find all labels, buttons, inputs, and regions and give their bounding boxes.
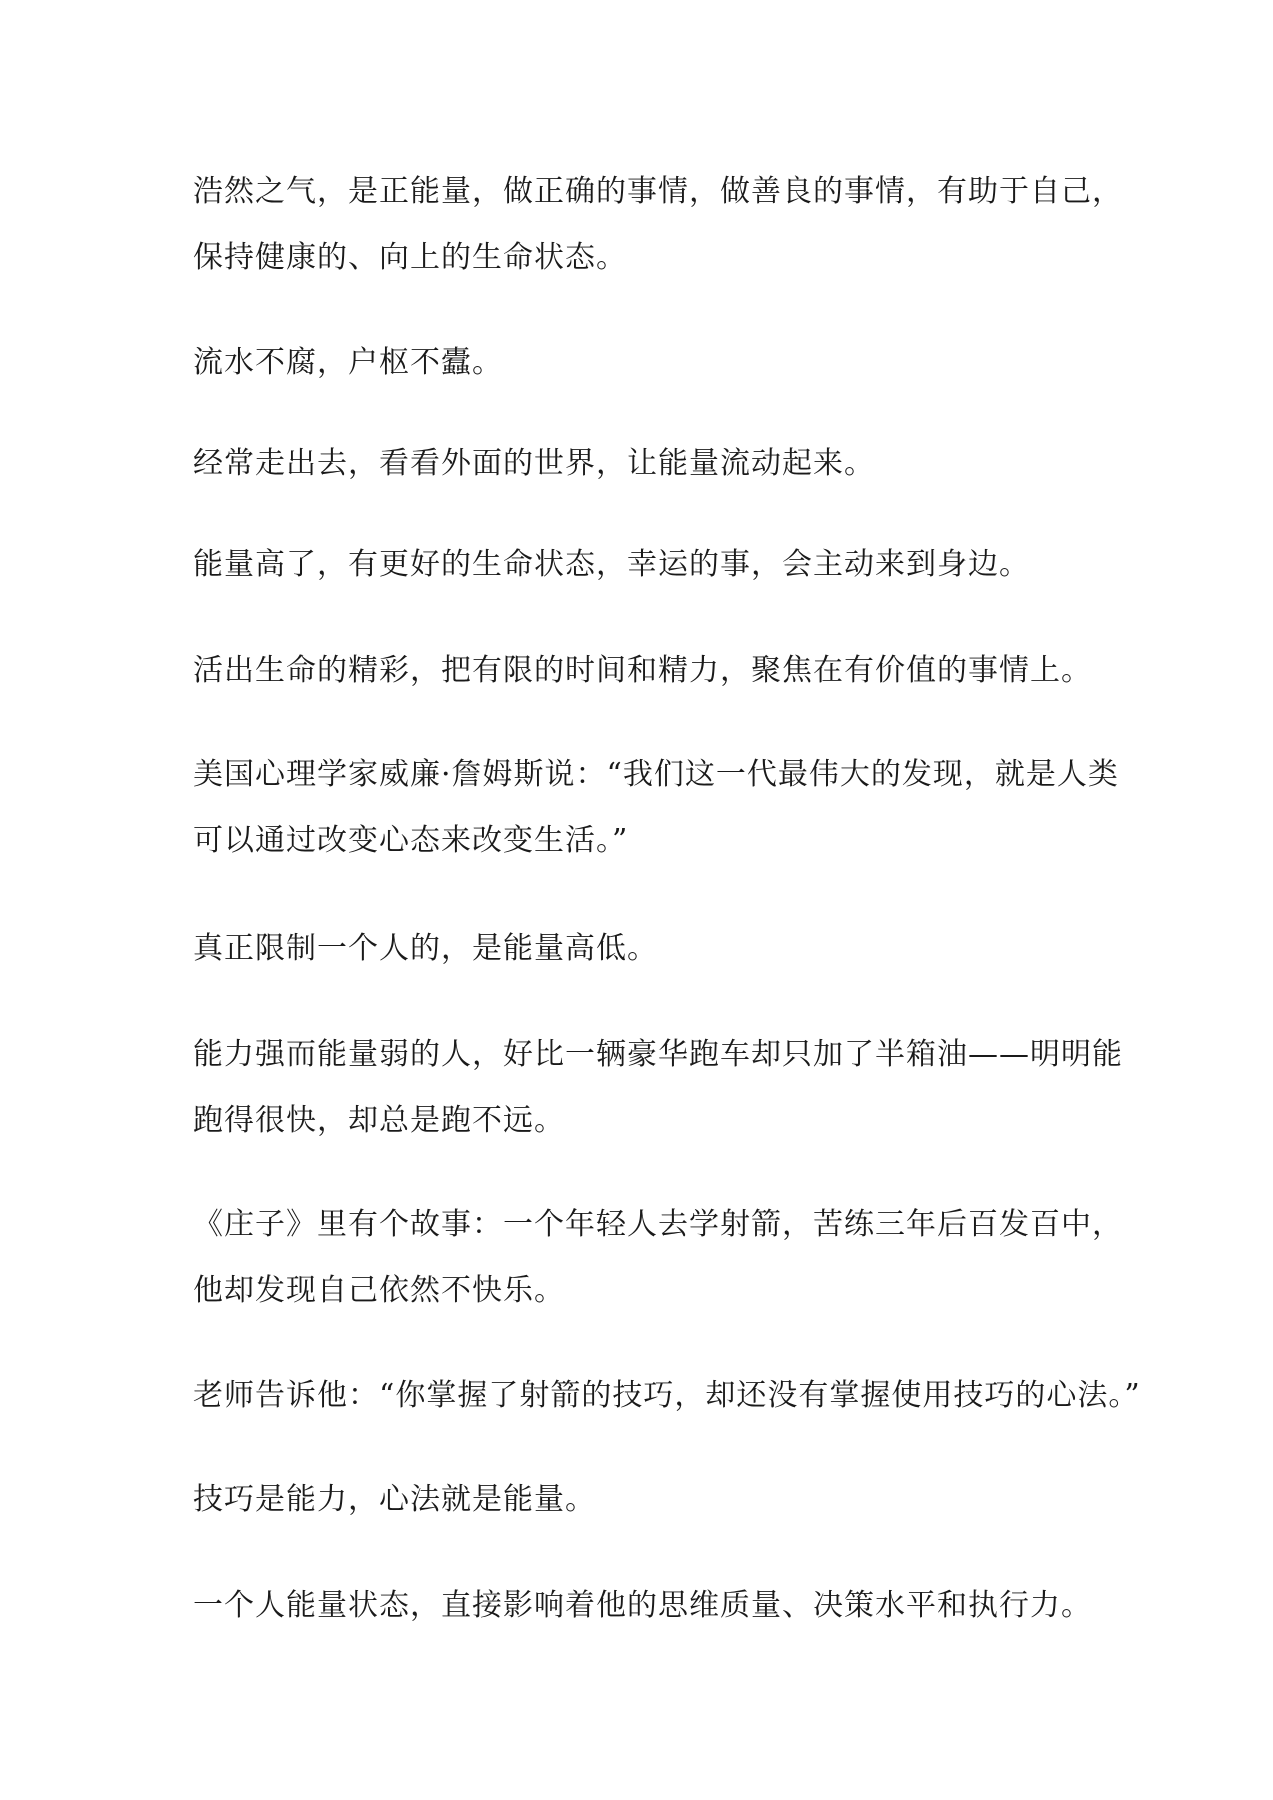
paragraph — [193, 742, 1119, 874]
paragraph-line: 老师告诉他：“你掌握了射箭的技巧，却还没有掌握使用技巧的心法。” — [193, 1378, 1141, 1413]
paragraph-line: 保持健康的、向上的生命状态。 — [193, 240, 627, 275]
paragraph-line: 流水不腐，户枢不蠹。 — [193, 345, 503, 380]
paragraph-line: 浩然之气，是正能量，做正确的事情，做善良的事情，有助于自己， — [193, 174, 1123, 209]
paragraph-line: 活出生命的精彩，把有限的时间和精力，聚焦在有价值的事情上。 — [193, 653, 1092, 688]
paragraph — [193, 330, 1093, 396]
paragraph-line: 技巧是能力，心法就是能量。 — [193, 1482, 596, 1517]
paragraph-line: 可以通过改变心态来改变生活。” — [193, 823, 629, 858]
paragraph — [193, 638, 1093, 704]
paragraph — [193, 1192, 1123, 1324]
paragraph-line: 他却发现自己依然不快乐。 — [193, 1273, 565, 1308]
paragraph — [193, 1467, 1093, 1533]
paragraph-line: 经常走出去，看看外面的世界，让能量流动起来。 — [193, 446, 875, 481]
paragraph — [193, 1022, 1123, 1154]
paragraph — [193, 159, 1123, 291]
paragraph — [193, 532, 1093, 598]
paragraph-line: 能量高了，有更好的生命状态，幸运的事，会主动来到身边。 — [193, 547, 1030, 582]
paragraph-line: 《庄子》里有个故事：一个年轻人去学射箭，苦练三年后百发百中， — [193, 1207, 1123, 1242]
paragraph — [193, 431, 1093, 497]
paragraph — [193, 1363, 1141, 1429]
paragraph — [193, 1573, 1093, 1639]
paragraph-line: 美国心理学家威廉·詹姆斯说：“我们这一代最伟大的发现，就是人类 — [193, 757, 1119, 792]
paragraph-line: 真正限制一个人的，是能量高低。 — [193, 931, 658, 966]
paragraph — [193, 916, 1093, 982]
paragraph-line: 跑得很快，却总是跑不远。 — [193, 1103, 565, 1138]
paragraph-line: 一个人能量状态，直接影响着他的思维质量、决策水平和执行力。 — [193, 1588, 1092, 1623]
paragraph-line: 能力强而能量弱的人，好比一辆豪华跑车却只加了半箱油——明明能 — [193, 1037, 1123, 1072]
